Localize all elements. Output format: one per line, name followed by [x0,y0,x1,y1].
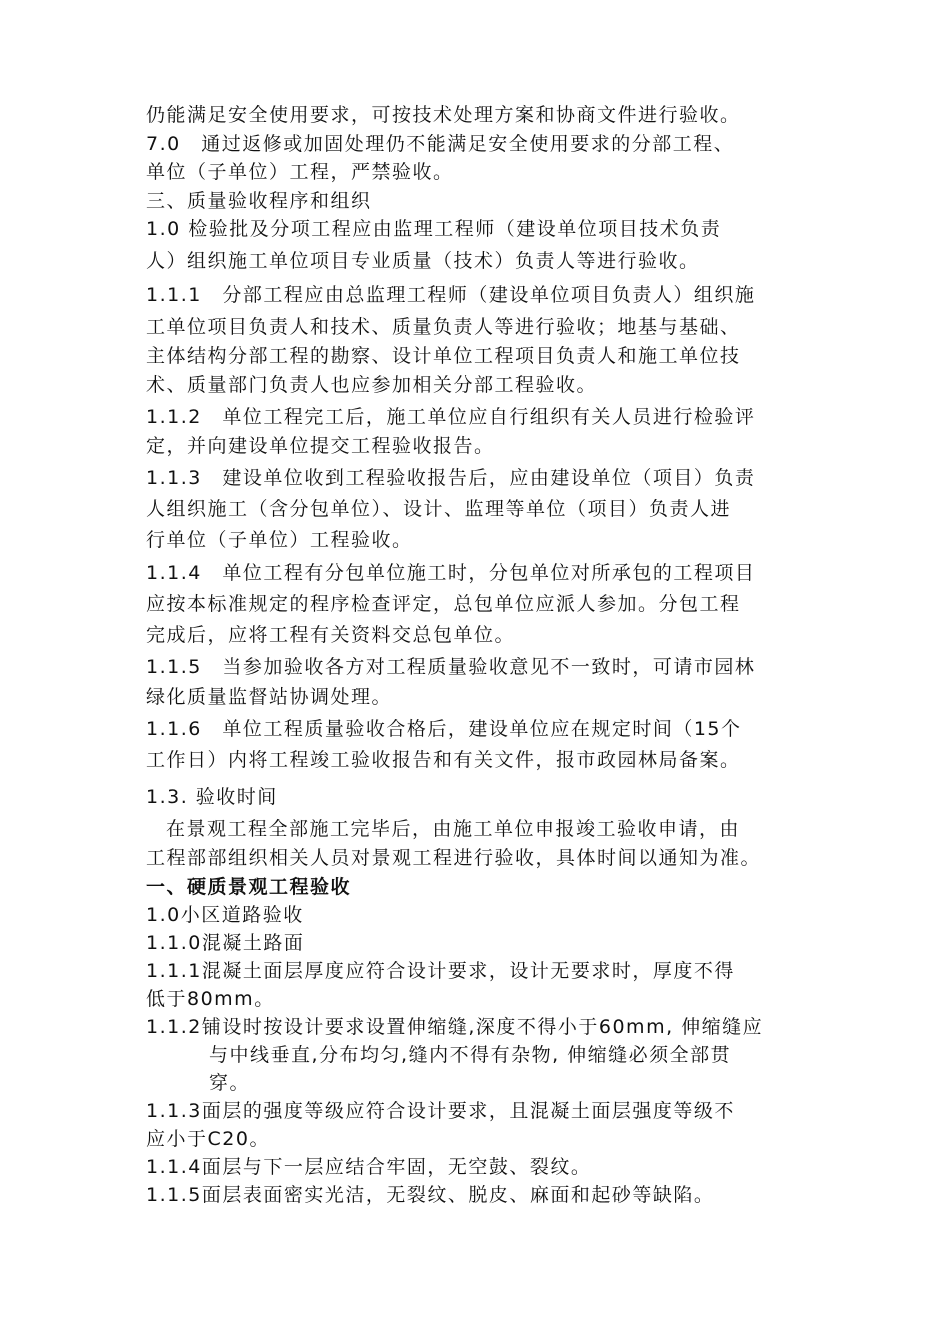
text-line: 1.1.0混凝土路面 [146,932,305,954]
text-line: 1.1.2 单位工程完工后，施工单位应自行组织有关人员进行检验评 [146,406,756,428]
text-line: 行单位（子单位）工程验收。 [146,529,413,551]
text-line: 在景观工程全部施工完毕后，由施工单位申报竣工验收申请，由 [166,818,741,840]
text-line: 应按本标准规定的程序检查评定，总包单位应派人参加。分包工程 [146,593,741,615]
text-line: 1.3. 验收时间 [146,786,278,808]
text-line: 1.0 检验批及分项工程应由监理工程师（建设单位项目技术负责 [146,218,722,240]
text-line: 1.1.4面层与下一层应结合牢固，无空鼓、裂纹。 [146,1156,592,1178]
text-line: 1.1.3 建设单位收到工程验收报告后，应由建设单位（项目）负责 [146,467,756,489]
text-line: 人组织施工（含分包单位）、设计、监理等单位（项目）负责人进 [146,498,732,520]
text-line: 主体结构分部工程的勘察、设计单位工程项目负责人和施工单位技 [146,345,741,367]
text-line: 工单位项目负责人和技术、质量负责人等进行验收；地基与基础、 [146,316,741,338]
text-line: 穿。 [209,1072,251,1094]
text-line: 应小于C20。 [146,1128,270,1150]
text-line: 低于80mm。 [146,988,275,1010]
text-line: 1.1.1 分部工程应由总监理工程师（建设单位项目负责人）组织施 [146,284,756,306]
text-line: 工作日）内将工程竣工验收报告和有关文件，报市政园林局备案。 [146,749,741,771]
text-line: 仍能满足安全使用要求，可按技术处理方案和协商文件进行验收。 [146,104,741,126]
text-line: 人）组织施工单位项目专业质量（技术）负责人等进行验收。 [146,250,700,272]
text-line: 与中线垂直,分布均匀,缝内不得有杂物, 伸缩缝必须全部贯 [209,1044,732,1066]
text-line: 定，并向建设单位提交工程验收报告。 [146,435,495,457]
section-heading: 三、质量验收程序和组织 [146,190,372,212]
text-line: 1.1.1混凝土面层厚度应符合设计要求，设计无要求时，厚度不得 [146,960,735,982]
text-line: 1.1.2铺设时按设计要求设置伸缩缝,深度不得小于60mm, 伸缩缝应 [146,1016,764,1038]
text-line: 1.1.5面层表面密实光洁，无裂纹、脱皮、麻面和起砂等缺陷。 [146,1184,715,1206]
text-line: 1.0小区道路验收 [146,904,304,926]
text-line: 1.1.3面层的强度等级应符合设计要求，且混凝土面层强度等级不 [146,1100,735,1122]
text-line: 1.1.4 单位工程有分包单位施工时，分包单位对所承包的工程项目 [146,562,756,584]
text-line: 术、质量部门负责人也应参加相关分部工程验收。 [146,374,598,396]
text-line: 绿化质量监督站协调处理。 [146,686,393,708]
text-line: 1.1.5 当参加验收各方对工程质量验收意见不一致时，可请市园林 [146,656,756,678]
text-line: 完成后，应将工程有关资料交总包单位。 [146,624,516,646]
section-heading: 一、硬质景观工程验收 [146,876,352,898]
text-line: 单位（子单位）工程，严禁验收。 [146,161,454,183]
text-line: 工程部部组织相关人员对景观工程进行验收，具体时间以通知为准。 [146,847,762,869]
text-line: 7.0 通过返修或加固处理仍不能满足安全使用要求的分部工程、 [146,133,735,155]
text-line: 1.1.6 单位工程质量验收合格后，建设单位应在规定时间（15个 [146,718,742,740]
